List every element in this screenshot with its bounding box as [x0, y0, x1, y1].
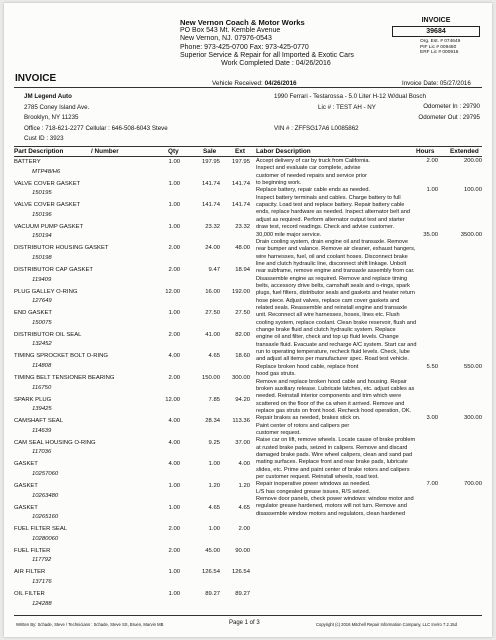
- part-number: 150194: [32, 233, 52, 240]
- part-number: 150075: [32, 319, 52, 326]
- divider-header-bottom: [14, 156, 482, 157]
- part-sale: 4.65: [208, 504, 220, 511]
- part-qty: 4.00: [168, 418, 180, 425]
- part-qty: 1.00: [168, 180, 180, 187]
- labor-extended: 700.00: [463, 481, 482, 488]
- part-qty: 2.00: [168, 375, 180, 381]
- part-qty: 1.00: [168, 202, 180, 209]
- labor-line: needed. Reinstall interior components and trim which were: [256, 393, 402, 400]
- labor-line: customer of needed repairs and service prior: [256, 172, 367, 179]
- footer-written-by: Written By: Schade, Steve / Technicians : Schade, Steve SS, Bruen, Marvin MB: [16, 622, 164, 627]
- labor-line: hose piece. Adjust valves, replace cam cover gaskets and: [256, 297, 400, 304]
- part-ext: 48.00: [235, 245, 250, 252]
- col-header-number: / Number: [91, 148, 119, 155]
- part-qty: 12.00: [165, 396, 180, 403]
- labor-line: Remove door panels, check power windows: window motor and: [256, 496, 414, 503]
- labor-line: rear subframe, remove engine and transaxle assembly from car.: [256, 268, 415, 275]
- part-description: TIMING BELT TENSIONER BEARING: [14, 375, 115, 381]
- invoice-number: 39684: [392, 26, 480, 37]
- part-number: 117036: [32, 449, 52, 456]
- invoice-date: Invoice Date: 05/27/2016: [402, 80, 471, 87]
- part-ext: 300.00: [231, 375, 250, 381]
- labor-line: Inspect battery terminals and cables. Charge battery to full: [256, 194, 401, 201]
- part-ext: 89.27: [235, 591, 250, 597]
- customer-street: 2785 Coney Island Ave.: [24, 103, 90, 111]
- odometer-block: [404, 101, 480, 123]
- part-description: GASKET: [14, 483, 38, 489]
- part-number: 114639: [32, 427, 52, 434]
- labor-line: Repair inoperative power windows as needed.: [256, 481, 371, 488]
- shop-phone: Phone: 973-425-0700 Fax: 973-425-0770: [180, 43, 309, 51]
- labor-line: plugs, fuel filters, distributor seals and gaskets and heater return: [256, 290, 415, 297]
- part-qty: 1.00: [168, 591, 180, 597]
- vehicle-received-date: 04/26/2016: [264, 80, 297, 87]
- part-sale: 45.00: [205, 547, 220, 554]
- labor-line: Disassemble engine as required. Remove and replace timing: [256, 275, 408, 282]
- labor-line: disassemble window motors and regulators, clean hardened: [256, 510, 405, 517]
- labor-extended: 3500.00: [460, 231, 482, 238]
- labor-hours: 7.00: [426, 481, 438, 488]
- part-qty: 2.00: [168, 547, 180, 554]
- part-qty: 2.00: [168, 267, 180, 273]
- part-number: 10265160: [32, 514, 59, 521]
- part-sale: 197.95: [201, 159, 220, 165]
- invoice-sheet: [4, 3, 492, 637]
- divider-top: [14, 87, 482, 88]
- labor-line: engine oil and filter, check and top up fluid levels. Change: [256, 334, 399, 341]
- customer-id: Cust ID : 3923: [24, 135, 64, 142]
- part-ext: 1.20: [238, 483, 250, 489]
- part-number: MTP48/H6: [32, 168, 61, 175]
- labor-line: adjust as required. Perform alternator output test and starter: [256, 216, 405, 223]
- labor-hours: 35.00: [423, 231, 438, 238]
- part-qty: 1.00: [168, 504, 180, 511]
- part-ext: 2.00: [238, 526, 250, 533]
- part-qty: 1.00: [168, 483, 180, 489]
- part-sale: 9.25: [208, 439, 220, 446]
- part-description: FUEL FILTER SEAL: [14, 526, 68, 533]
- labor-extended: 550.00: [463, 363, 482, 370]
- part-ext: 18.94: [235, 267, 250, 273]
- vehicle-received-label: Vehicle Received:: [212, 80, 263, 87]
- labor-line: to beginning work.: [256, 180, 302, 187]
- part-sale: 28.34: [205, 418, 220, 425]
- part-qty: 1.00: [168, 223, 180, 230]
- part-number: 10263480: [32, 492, 59, 499]
- labor-line: Inspect and evaluate car complete, advise: [256, 165, 361, 172]
- part-ext: 141.74: [231, 202, 250, 209]
- labor-hours: 1.00: [426, 187, 438, 194]
- labor-line: 30,000 mile major service.: [256, 231, 322, 238]
- part-ext: 141.74: [231, 180, 250, 187]
- part-number: 139425: [32, 406, 52, 413]
- customer-name: JM Legend Auto: [24, 93, 72, 100]
- labor-line: capacity. Load test and replace battery. Repair battery cable: [256, 202, 405, 209]
- part-ext: 126.54: [231, 569, 250, 576]
- part-sale: 1.00: [208, 461, 220, 468]
- part-number: 117792: [32, 557, 52, 564]
- part-qty: 4.00: [168, 439, 180, 446]
- part-description: GASKET: [14, 461, 38, 468]
- part-sale: 27.50: [205, 310, 220, 317]
- part-sale: 9.47: [208, 267, 220, 273]
- labor-description: [256, 158, 438, 613]
- part-ext: 90.00: [235, 547, 250, 554]
- part-sale: 7.85: [208, 396, 220, 403]
- labor-line: Drain cooling system, drain engine oil and transaxle. Remove: [256, 238, 409, 245]
- labor-line: belts, accessory drive belts, camshaft seals and o-rings, spark: [256, 282, 410, 289]
- part-description: VACUUM PUMP GASKET: [14, 223, 84, 230]
- shop-name: New Vernon Coach & Motor Works: [180, 18, 305, 27]
- part-description: DISTRIBUTOR OIL SEAL: [14, 331, 82, 338]
- part-description: BATTERY: [14, 159, 41, 165]
- labor-line: change brake fluid and clutch hydraulic system. Replace: [256, 327, 396, 334]
- labor-hours: 3.00: [426, 415, 438, 422]
- part-description: CAMSHAFT SEAL: [14, 418, 63, 425]
- labor-line: customer request.: [256, 429, 301, 436]
- labor-line: rear bumper and valance. Remove air cleaner, exhaust hangers,: [256, 246, 416, 253]
- odometer-in: Odometer In : 29790: [423, 103, 480, 110]
- part-description: TIMING SPROCKET BOLT O-RING: [14, 353, 108, 360]
- customer-phone: Office : 718-621-2277 Cellular : 646-508-6043 Steve: [24, 124, 168, 132]
- labor-line: broken auxiliary release. Lubricate latches, etc. adjust cables as: [256, 385, 415, 392]
- labor-hours: 2.00: [426, 158, 438, 164]
- labor-line: unit. Reconnect all wire harnesses, hoses, lines etc. Flush: [256, 312, 400, 319]
- labor-line: Paint center of rotors and calipers per: [256, 422, 350, 429]
- col-header-qty: Qty: [168, 148, 179, 155]
- part-qty: 2.00: [168, 245, 180, 252]
- part-qty: 12.00: [165, 288, 180, 295]
- labor-line: line and clutch hydraulic line, disconnect shift linkage. Unbolt: [256, 260, 407, 267]
- labor-line: cooling system, replace coolant. Clean brake reservoir, flush and: [256, 319, 417, 326]
- labor-line: scattered on the floor of the ca when it arrived. Remove and: [256, 400, 405, 407]
- part-description: AIR FILTER: [14, 569, 46, 576]
- part-sale: 141.74: [201, 202, 220, 209]
- part-sale: 141.74: [201, 180, 220, 187]
- col-header-hours: Hours: [416, 148, 435, 155]
- part-number: 119409: [32, 276, 52, 283]
- col-header-sale: Sale: [203, 148, 217, 155]
- part-description: GASKET: [14, 504, 38, 511]
- customer-block: [24, 92, 168, 145]
- part-description: SPARK PLUG: [14, 396, 52, 403]
- part-ext: 192.00: [231, 288, 250, 295]
- labor-line: draw test, record readings. Check and advise customer.: [256, 224, 395, 231]
- part-ext: 18.60: [235, 353, 250, 360]
- part-sale: 16.00: [205, 288, 220, 295]
- part-number: 116750: [32, 384, 52, 391]
- part-ext: 197.95: [231, 159, 250, 165]
- labor-line: L/S has congealed grease issues, R/S seized.: [256, 488, 371, 495]
- part-ext: 23.32: [235, 223, 250, 230]
- labor-line: Replace broken hood cable, replace front: [256, 363, 359, 370]
- labor-line: Replace battery, repair cable ends as needed.: [256, 187, 371, 194]
- invoice-number-box: [392, 17, 480, 56]
- pif-lic: PIF Lic # 009480: [420, 44, 457, 50]
- col-header-labor: Labor Description: [256, 148, 311, 155]
- part-sale: 150.00: [201, 375, 220, 381]
- divider-header-top: [14, 146, 482, 147]
- part-number: 10280060: [32, 535, 59, 542]
- part-sale: 41.00: [205, 331, 220, 338]
- labor-line: Repair brakes as needed, brakes stick on.: [256, 415, 361, 422]
- odometer-out: Odometer Out : 29795: [418, 114, 480, 121]
- part-number: 150195: [32, 190, 52, 197]
- shop-header: [180, 19, 354, 68]
- part-sale: 4.65: [208, 353, 220, 360]
- vehicle-received: [212, 80, 297, 87]
- part-description: FUEL FILTER: [14, 547, 51, 554]
- labor-line: related seals. Reassemble and reinstall engine and transaxle: [256, 305, 408, 311]
- labor-line: slides, etc. Prime and paint center of brake rotors and calipers: [256, 466, 410, 473]
- part-description: OIL FILTER: [14, 591, 45, 597]
- part-description: DISTRIBUTOR HOUSING GASKET: [14, 245, 109, 252]
- part-description: VALVE COVER GASKET: [14, 180, 81, 187]
- labor-line: run to operating temperature, recheck fluid levels. Check, lube: [256, 349, 410, 356]
- col-header-part: Part Description: [14, 148, 64, 155]
- labor-hours: 5.50: [426, 363, 438, 370]
- part-qty: 2.00: [168, 526, 180, 533]
- part-ext: 4.65: [238, 504, 250, 511]
- page-title: INVOICE: [15, 73, 57, 84]
- part-number: 137176: [32, 578, 52, 585]
- part-description: END GASKET: [14, 310, 52, 317]
- part-sale: 23.32: [205, 223, 220, 230]
- labor-extended: 100.00: [463, 187, 482, 194]
- footer-copyright: Copyright (c) 2016 Mitchell Repair Information Company, LLC Inv/ro 7.2.15d: [316, 622, 457, 627]
- labor-line: wire harnesses, fuel, oil and coolant hoses. Disconnect brake: [256, 253, 408, 260]
- part-number: 124288: [32, 600, 52, 607]
- labor-line: hood gas struts.: [256, 371, 296, 378]
- vehicle-license: Lic # : TEST AH - NY: [318, 103, 376, 111]
- part-ext: 113.36: [232, 418, 250, 425]
- part-sale: 24.00: [205, 245, 220, 252]
- shop-address-2: New Vernon, NJ. 07976-0543: [180, 35, 272, 43]
- org-est: Org. Est. # 074649: [420, 39, 461, 44]
- labor-line: transaxle fluid. Evacuate and recharge A/C system. Start car and: [256, 341, 417, 348]
- labor-line: mating surfaces. Replace front and rear brake pads, lubricate: [256, 459, 408, 466]
- labor-extended: 200.00: [463, 158, 482, 164]
- labor-line: Accept delivery of car by truck from California.: [256, 158, 371, 164]
- part-sale: 89.27: [205, 591, 220, 597]
- part-description: VALVE COVER GASKET: [14, 202, 81, 209]
- vehicle-description: 1990 Ferrari - Testarossa - 5.0 Liter H-12 W/dual Bosch: [274, 93, 426, 100]
- customer-city: Brooklyn, NY 11235: [24, 114, 79, 121]
- labor-line: per customer request. Reinstall wheels, road test.: [256, 474, 379, 481]
- labor-line: at rusted brake pads, seized in calipers. Remove and discard: [256, 444, 408, 451]
- labor-line: Remove and replace broken hood cable and housing. Repair: [256, 378, 407, 385]
- part-number: 150196: [32, 211, 52, 218]
- labor-line: damaged brake pads. Wire wheel calipers, clean and sand pad: [256, 452, 413, 458]
- part-ext: 4.00: [238, 461, 250, 468]
- labor-line: replace gas struts on front hood. Recheck hood operation, OK.: [256, 407, 412, 414]
- shop-tagline: Superior Service & Repair for all Imported & Exotic Cars: [180, 51, 354, 59]
- part-ext: 37.00: [235, 439, 250, 446]
- labor-line: regulator grease hardened, motors will not turn. Remove and: [256, 503, 407, 510]
- part-description: DISTRIBUTOR CAP GASKET: [14, 267, 93, 273]
- part-number: 127649: [32, 298, 52, 305]
- part-ext: 82.00: [235, 331, 250, 338]
- divider-footer: [14, 615, 482, 616]
- page-number: Page 1 of 3: [229, 620, 260, 626]
- erf-lic: ERF Lic # 000916: [420, 50, 459, 56]
- shop-address-1: PO Box 543 Mt. Kemble Avenue: [180, 27, 281, 35]
- part-number: 10257060: [32, 470, 59, 477]
- labor-line: Raise car on lift, remove wheels. Locate cause of brake problem: [256, 437, 416, 444]
- part-ext: 94.20: [235, 396, 250, 403]
- part-sale: 1.20: [208, 483, 220, 489]
- col-header-extended: Extended: [450, 148, 479, 155]
- part-qty: 1.00: [168, 569, 180, 576]
- part-description: CAM SEAL HOUSING O-RING: [14, 439, 96, 446]
- part-ext: 27.50: [235, 310, 250, 317]
- col-header-ext: Ext: [235, 148, 245, 155]
- part-qty: 4.00: [168, 353, 180, 360]
- part-description: PLUG GALLEY O-RING: [14, 288, 78, 295]
- part-qty: 4.00: [168, 461, 180, 468]
- part-sale: 1.00: [208, 526, 220, 533]
- labor-line: ends, replace hardware as needed. Inspect alternator belt and: [256, 209, 410, 216]
- vehicle-vin: VIN # : ZFFSG17A6 L0085862: [274, 124, 359, 132]
- part-qty: 1.00: [168, 310, 180, 317]
- part-qty: 2.00: [168, 331, 180, 338]
- part-sale: 126.54: [201, 569, 220, 576]
- part-qty: 1.00: [168, 159, 180, 165]
- part-number: 132452: [32, 341, 52, 348]
- part-number: 150198: [32, 254, 52, 261]
- work-completed: Work Completed Date : 04/26/2016: [221, 60, 331, 68]
- labor-extended: 300.00: [463, 415, 482, 422]
- part-number: 114808: [32, 362, 52, 369]
- labor-line: and adjust all items per manufacturer spec. Road test vehicle.: [256, 356, 409, 363]
- invoice-label: INVOICE: [421, 17, 451, 24]
